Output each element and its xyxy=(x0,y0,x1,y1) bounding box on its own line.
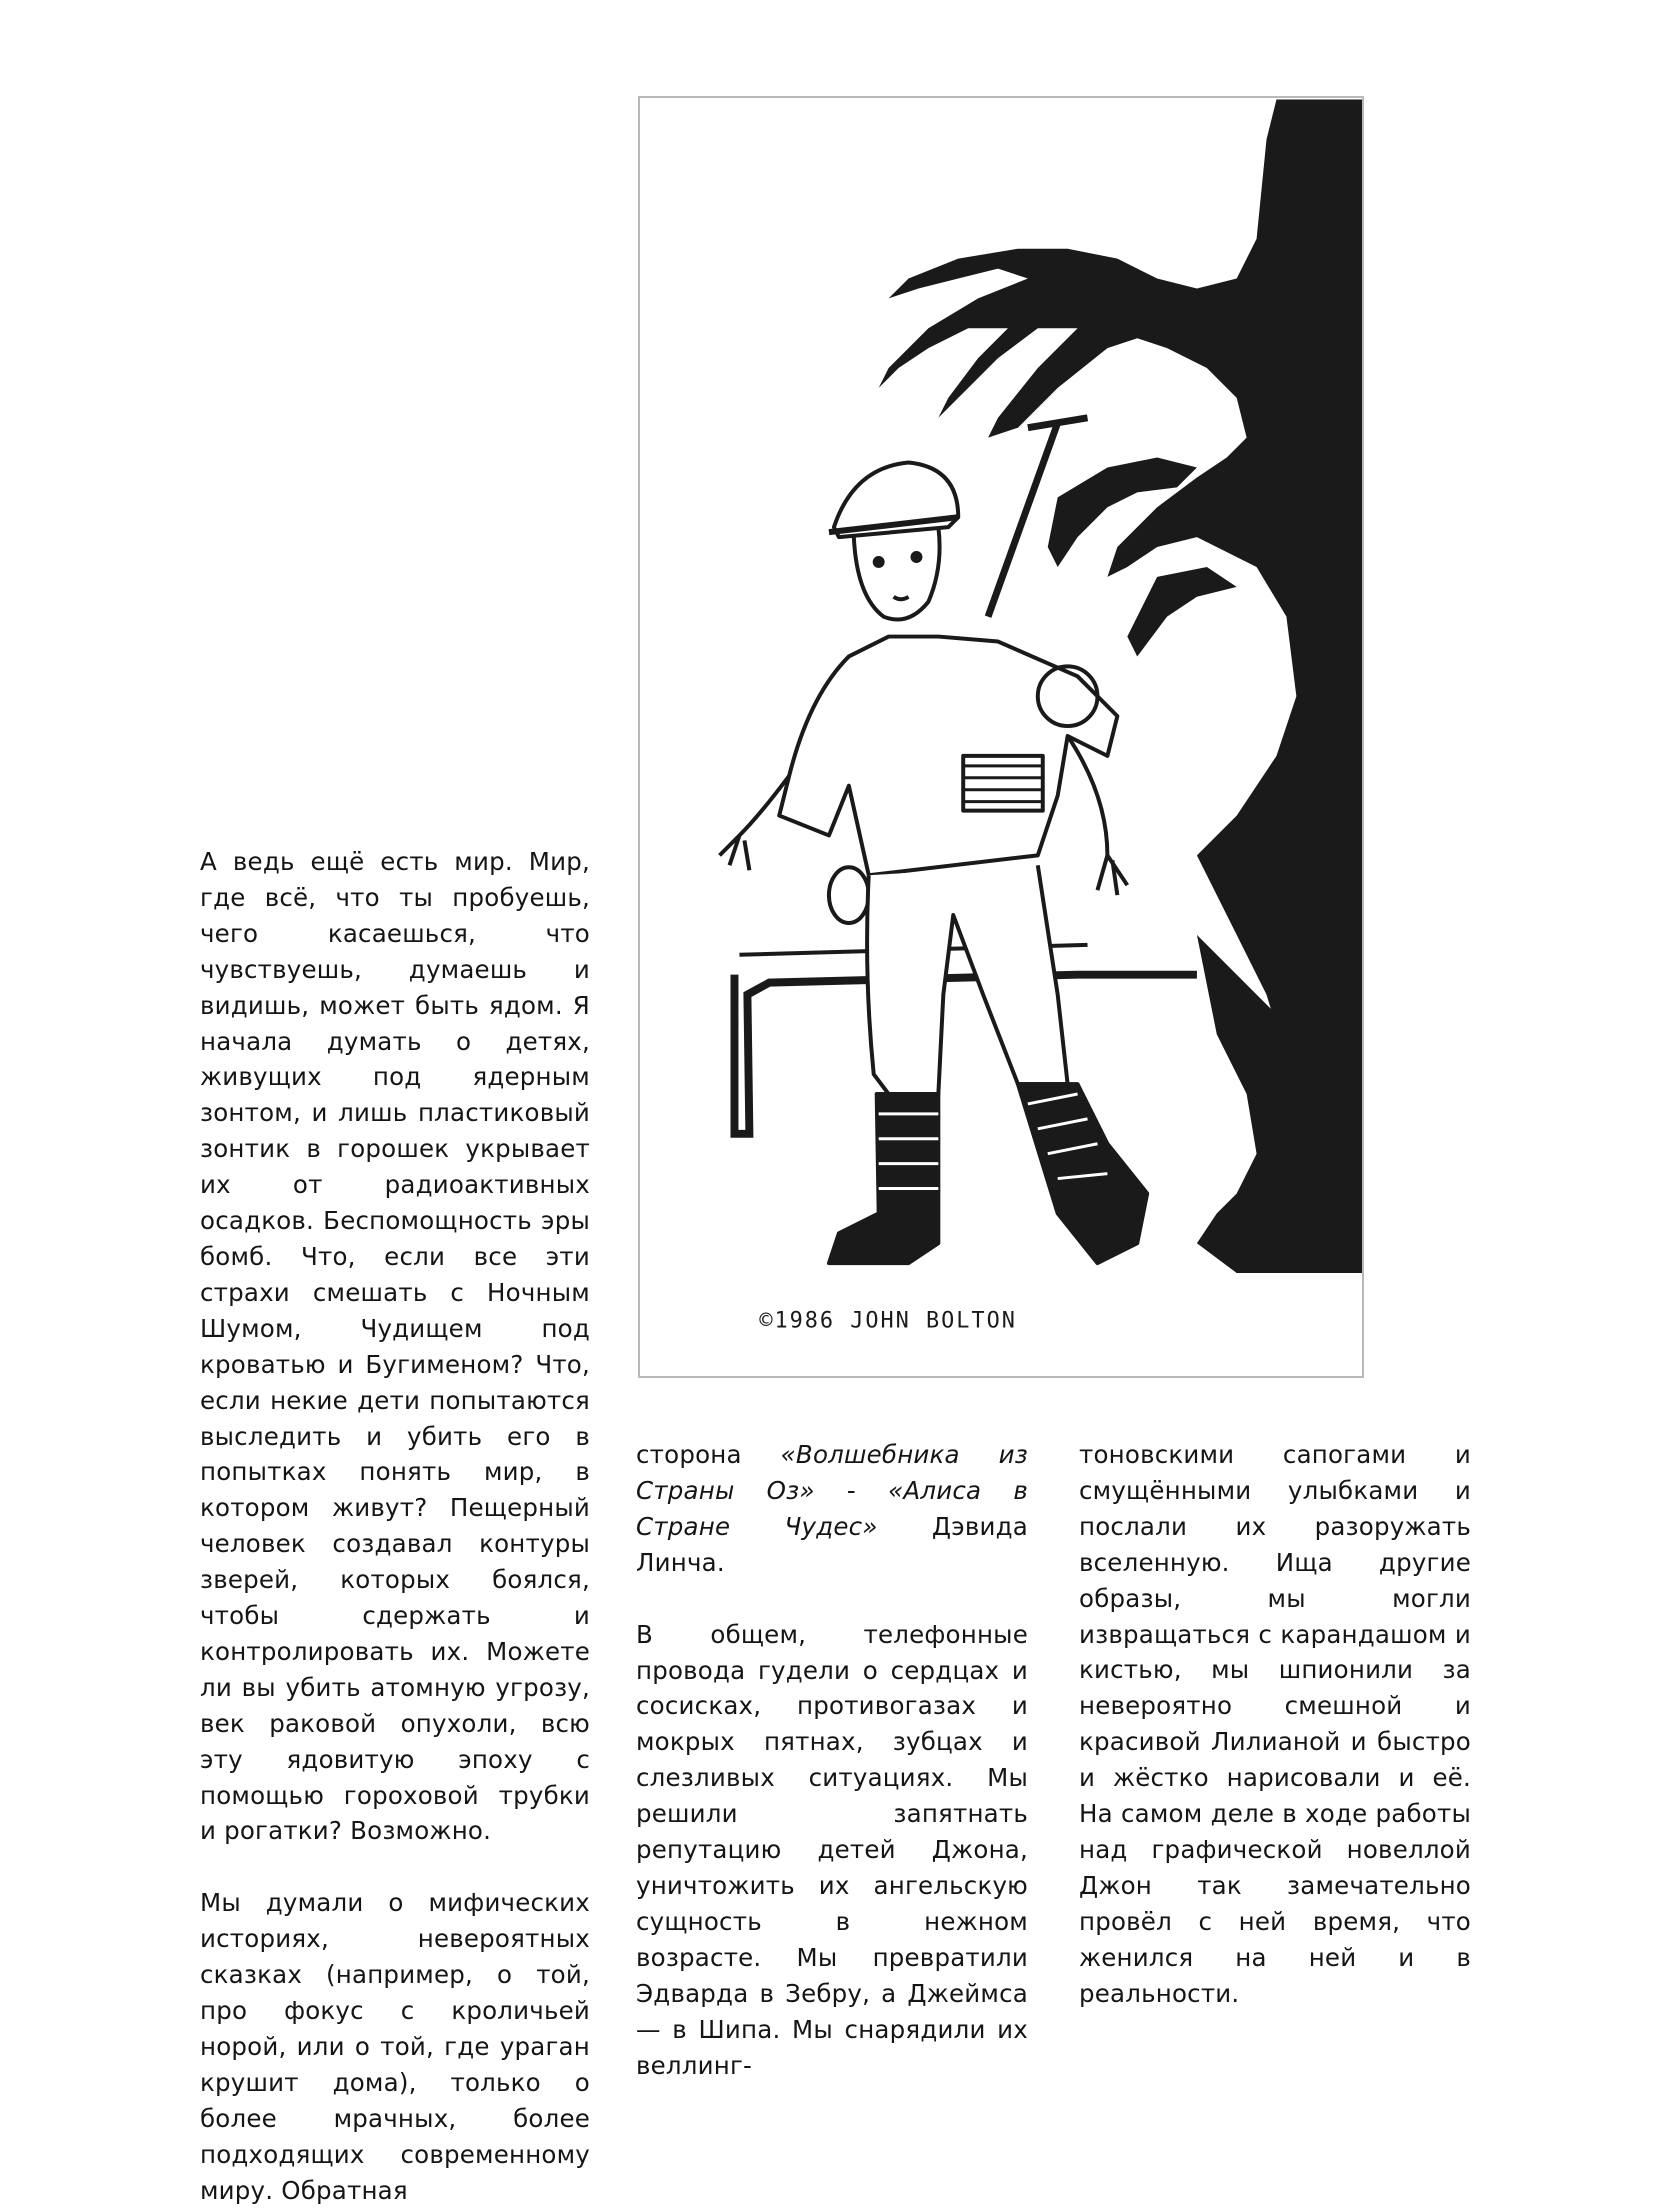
bed-outline xyxy=(734,975,1196,1134)
paragraph: Мы думали о мифических историях, невероятных сказках (например, о той, про фокус с кроличьей норой, или о той, где ураган крушит дома), только о более мрачных, более подходящих современному миру. Обратная xyxy=(200,1888,590,2205)
paragraph: А ведь ещё есть мир. Мир, где всё, что ты пробуешь, чего касаешься, что чувствуешь, думаешь и видишь, может быть ядом. Я начала думать о детях, живущих под ядерным зонтом, и лишь пластиковый зонтик в горошек укрывает их от радиоактивных осадков. Беспомощность эры бомб. Что, если все эти страхи смешать с Ночным Шумом, Чудищем под кроватью и Бугименом? Что, если некие дети попытаются выследить и убить его в попытках понять мир, в котором живут? Пещерный человек создавал контуры зверей, которых боялся, чтобы сдержать и контролировать их. Можете ли вы убить атомную угрозу, век раковой опухоли, всю эту ядовитую эпоху с помощью гороховой трубки и рогатки? Возможно. xyxy=(200,847,590,1846)
shadow-claw-lower xyxy=(1127,567,1236,657)
text-run: - xyxy=(814,1475,889,1505)
artist-signature: ©1986 JOHN BOLTON xyxy=(759,1308,1017,1334)
text-run: сторона xyxy=(636,1440,781,1469)
text-run: Дэвида Линча. xyxy=(636,1511,1029,1577)
book-title: «Волшебника из Страны Оз» xyxy=(636,1440,1028,1505)
illustration-frame xyxy=(638,96,1364,1378)
paragraph: тоновскими сапогами и смущёнными улыбками и послали их разоружать вселенную. Ища другие образы, мы могли извращаться с карандашом и кистью, мы шпионили за невероятно смешной и красивой Лилианой и быстро и жёстко нарисовали и её. На самом деле в ходе работы над графической новеллой Джон так замечательно провёл с ней время, что женился на ней и в реальности. xyxy=(1079,1440,1471,2008)
book-title: «Алиса в Стране Чудес» xyxy=(636,1475,1029,1541)
text-column-2 xyxy=(636,1437,1028,2083)
ink-drawing xyxy=(640,98,1362,1376)
paragraph xyxy=(636,1437,1028,1581)
paragraph: В общем, телефонные провода гудели о сердцах и сосисках, противогазах и мокрых пятнах, зубцах и слезливых ситуациях. Мы решили запятнать репутацию детей Джона, уничтожить их ангельскую сущность в нежном возрасте. Мы превратили Эдварда в Зебру, а Джеймса — в Шипа. Мы снарядили их веллинг- xyxy=(636,1619,1028,2080)
boy-figure xyxy=(720,418,1148,1263)
text-column-1 xyxy=(200,844,590,2209)
text-column-3 xyxy=(1079,1437,1471,2012)
